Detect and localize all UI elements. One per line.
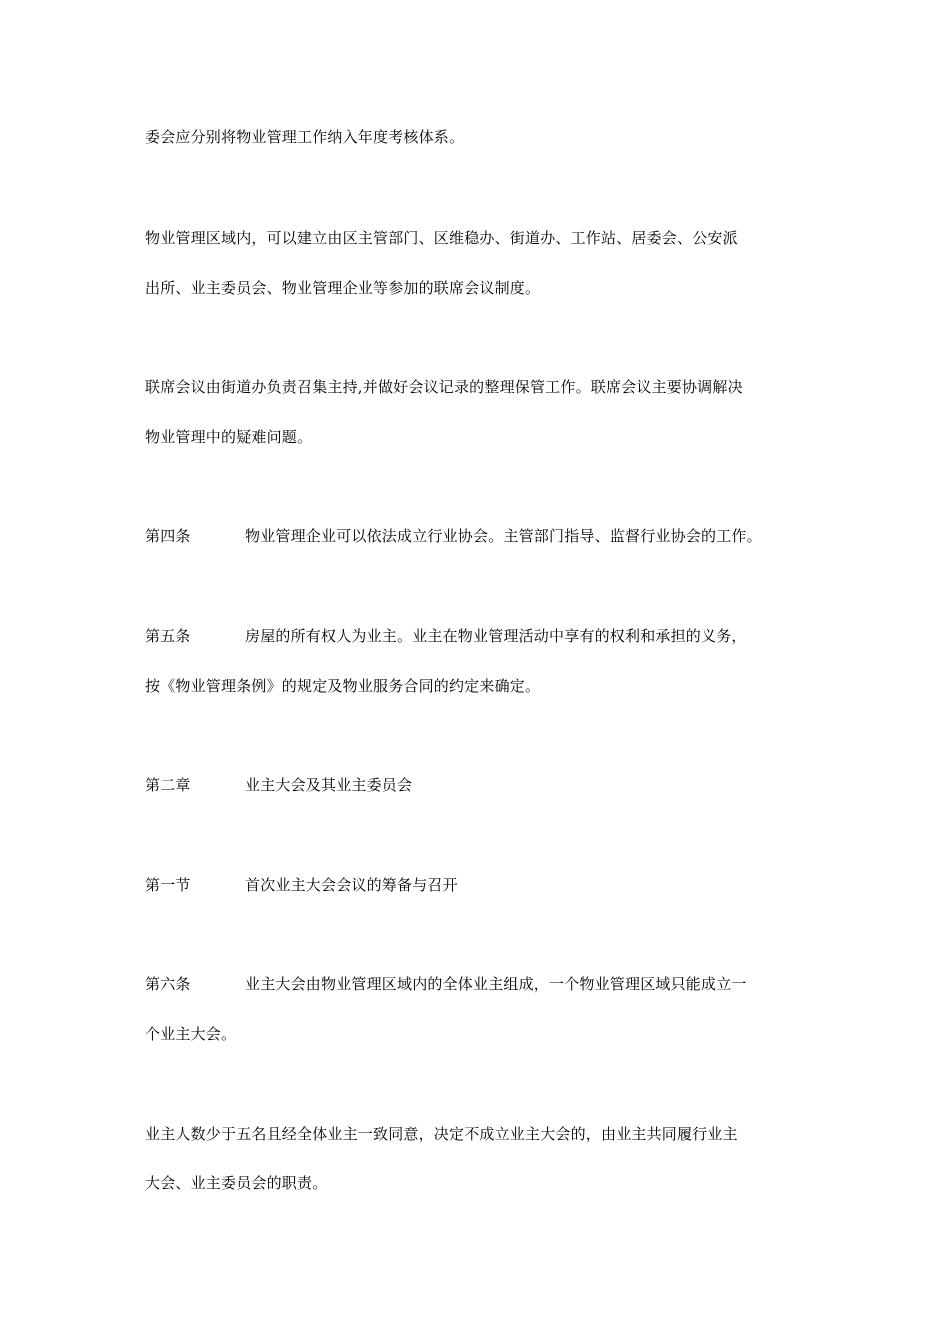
paragraph-line: 大会、业主委员会的职责。 [145,1174,328,1192]
paragraph-line: 个业主大会。 [145,1025,237,1043]
section-heading [145,875,458,895]
article-text: 物业管理企业可以依法成立行业协会。主管部门指导、监督行业协会的工作。 [245,527,762,545]
article-5 [145,626,747,646]
article-label: 第四条 [145,527,191,545]
section-title: 首次业主大会会议的筹备与召开 [245,876,458,894]
chapter-label: 第二章 [145,776,191,794]
article-6 [145,974,747,994]
paragraph-line: 物业管理中的疑难问题。 [145,428,313,446]
article-text: 房屋的所有权人为业主。业主在物业管理活动中享有的权利和承担的义务， [245,627,747,645]
article-4 [145,526,762,546]
article-label: 第六条 [145,975,191,993]
article-text: 业主大会由物业管理区域内的全体业主组成，一个物业管理区域只能成立一 [245,975,747,993]
paragraph-line: 业主人数少于五名且经全体业主一致同意，决定不成立业主大会的，由业主共同履行业主 [145,1125,738,1143]
paragraph-line: 物业管理区域内，可以建立由区主管部门、区维稳办、街道办、工作站、居委会、公安派 [145,229,738,247]
chapter-title: 业主大会及其业主委员会 [245,776,413,794]
paragraph-line: 联席会议由街道办负责召集主持,并做好会议记录的整理保管工作。联席会议主要协调解决 [145,378,743,396]
chapter-heading [145,775,412,795]
paragraph-line: 委会应分别将物业管理工作纳入年度考核体系。 [145,128,465,146]
article-label: 第五条 [145,627,191,645]
paragraph-line: 按《物业管理条例》的规定及物业服务合同的约定来确定。 [145,677,541,695]
section-label: 第一节 [145,876,191,894]
paragraph-line: 出所、业主委员会、物业管理企业等参加的联席会议制度。 [145,279,541,297]
